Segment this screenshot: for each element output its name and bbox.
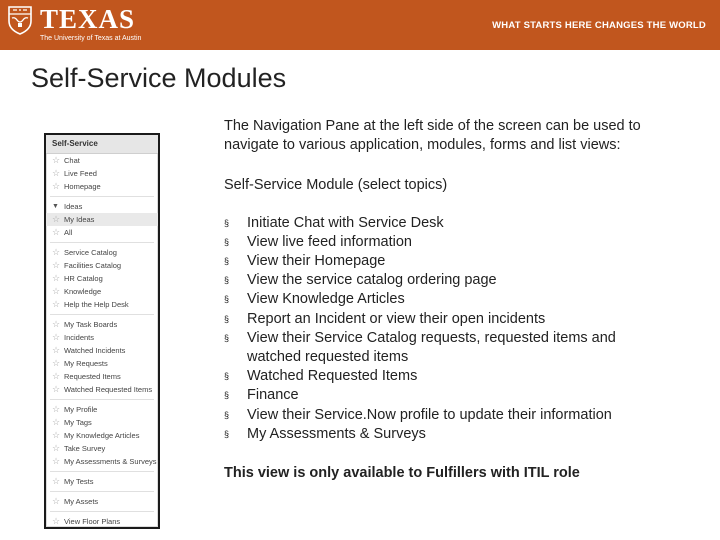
nav-item[interactable]: [46, 357, 158, 370]
bullet-item: [224, 233, 644, 252]
nav-item-label: HR Catalog: [64, 274, 103, 283]
star-icon[interactable]: ☆: [52, 155, 61, 165]
bullet-marker-icon: §: [224, 428, 230, 439]
nav-item[interactable]: [46, 344, 158, 357]
nav-item-label: My Tags: [64, 418, 92, 427]
bullet-item: [224, 271, 644, 290]
nav-divider: [50, 491, 154, 492]
bullet-text: Initiate Chat with Service Desk: [247, 214, 444, 231]
nav-divider: [50, 314, 154, 315]
nav-item-label: My Requests: [64, 359, 108, 368]
nav-divider: [50, 471, 154, 472]
star-icon[interactable]: ☆: [52, 286, 61, 296]
nav-item[interactable]: [46, 200, 158, 213]
star-icon[interactable]: ☆: [52, 516, 61, 526]
logo-text: TEXAS: [40, 4, 136, 34]
nav-item[interactable]: [46, 285, 158, 298]
nav-item-label: My Tests: [64, 477, 94, 486]
star-icon[interactable]: ☆: [52, 358, 61, 368]
nav-heading[interactable]: Self-Service: [46, 135, 158, 154]
nav-item-label: My Task Boards: [64, 320, 118, 329]
nav-item[interactable]: [46, 167, 158, 180]
bullet-marker-icon: §: [224, 390, 230, 401]
nav-item[interactable]: [46, 259, 158, 272]
nav-item-label: My Assessments & Surveys: [64, 457, 157, 466]
bullet-item: [224, 329, 644, 367]
tagline: WHAT STARTS HERE CHANGES THE WORLD: [492, 20, 706, 31]
nav-item-label: Watched Incidents: [64, 346, 126, 355]
nav-item-label: My Knowledge Articles: [64, 431, 140, 440]
nav-item-label: Take Survey: [64, 444, 106, 453]
bullet-text: View the service catalog ordering page: [247, 272, 497, 289]
nav-divider: [50, 196, 154, 197]
nav-item[interactable]: [46, 213, 158, 226]
bullet-item: [224, 290, 644, 309]
nav-item-label: Requested Items: [64, 372, 121, 381]
nav-item-label: My Assets: [64, 497, 99, 506]
nav-item[interactable]: [46, 272, 158, 285]
nav-item[interactable]: [46, 318, 158, 331]
star-icon[interactable]: ☆: [52, 371, 61, 381]
bullet-item: [224, 214, 644, 233]
bullet-list: [224, 214, 644, 444]
bullet-text: Watched Requested Items: [247, 368, 418, 385]
bullet-marker-icon: §: [224, 275, 230, 286]
nav-item[interactable]: [46, 515, 158, 528]
star-icon[interactable]: ☆: [52, 404, 61, 414]
nav-item-label: Homepage: [64, 182, 101, 191]
nav-item[interactable]: [46, 180, 158, 193]
bullet-text: View their Homepage: [247, 253, 386, 269]
bullet-marker-icon: §: [224, 217, 230, 228]
bullet-marker-icon: §: [224, 409, 230, 420]
nav-item[interactable]: [46, 416, 158, 429]
longhorn-seal-icon: [6, 5, 34, 35]
star-icon[interactable]: ☆: [52, 227, 61, 237]
nav-item-label: Facilities Catalog: [64, 261, 122, 270]
intro-text: The Navigation Pane at the left side of the screen can be used to navigate to various application, modules, forms and list views:: [224, 118, 641, 154]
star-icon[interactable]: ☆: [52, 476, 61, 486]
nav-item-label: Incidents: [64, 333, 95, 342]
bullet-text: My Assessments & Surveys: [247, 425, 426, 442]
bullet-item: [224, 367, 644, 386]
nav-item-label: Watched Requested Items: [64, 385, 153, 394]
nav-item-label: Help the Help Desk: [64, 300, 129, 309]
nav-item[interactable]: [46, 429, 158, 442]
logo-subtext: The University of Texas at Austin: [40, 35, 142, 42]
bullet-text: View Knowledge Articles: [247, 291, 405, 308]
bullet-item: [224, 425, 644, 444]
subheading: Self-Service Module (select topics): [224, 176, 448, 193]
triangle-down-icon[interactable]: ▼: [52, 203, 59, 210]
star-icon[interactable]: ☆: [52, 443, 61, 453]
ut-logo[interactable]: [6, 5, 141, 43]
star-icon[interactable]: ☆: [52, 247, 61, 257]
star-icon[interactable]: ☆: [52, 319, 61, 329]
page-title: Self-Service Modules: [31, 63, 287, 93]
star-icon[interactable]: ☆: [52, 299, 61, 309]
star-icon[interactable]: ☆: [52, 214, 61, 224]
star-icon[interactable]: ☆: [52, 430, 61, 440]
header-bar: [0, 0, 720, 50]
nav-item[interactable]: [46, 403, 158, 416]
star-icon[interactable]: ☆: [52, 332, 61, 342]
nav-item[interactable]: [46, 226, 158, 239]
bullet-item: [224, 310, 644, 329]
nav-item-label: View Floor Plans: [64, 517, 121, 526]
nav-item-label: Live Feed: [64, 169, 97, 178]
bullet-marker-icon: §: [224, 371, 230, 382]
bullet-item: [224, 386, 644, 405]
star-icon[interactable]: ☆: [52, 384, 61, 394]
footer-note: This view is only available to Fulfillers with ITIL role: [224, 465, 580, 482]
star-icon[interactable]: ☆: [52, 345, 61, 355]
nav-item-label: All: [64, 228, 73, 237]
star-icon[interactable]: ☆: [52, 496, 61, 506]
nav-item[interactable]: [46, 442, 158, 455]
nav-divider: [50, 242, 154, 243]
nav-divider: [50, 399, 154, 400]
star-icon[interactable]: ☆: [52, 181, 61, 191]
nav-item-label: Service Catalog: [64, 248, 117, 257]
bullet-text: View live feed information: [247, 233, 412, 250]
nav-item-label: Knowledge: [64, 287, 102, 296]
star-icon[interactable]: ☆: [52, 417, 61, 427]
bullet-item: [224, 406, 644, 425]
bullet-marker-icon: §: [224, 256, 230, 266]
bullet-item: [224, 252, 644, 271]
bullet-text: Finance: [247, 387, 299, 404]
nav-item[interactable]: [46, 475, 158, 488]
star-icon[interactable]: ☆: [52, 273, 61, 283]
nav-item[interactable]: [46, 298, 158, 311]
nav-item-label: Ideas: [64, 202, 83, 211]
bullet-marker-icon: §: [224, 313, 230, 324]
nav-list: [46, 154, 158, 528]
content-body: [224, 117, 644, 483]
nav-item[interactable]: [46, 246, 158, 259]
nav-item-label: My Profile: [64, 405, 98, 414]
star-icon[interactable]: ☆: [52, 260, 61, 270]
bullet-marker-icon: §: [224, 332, 230, 343]
nav-item[interactable]: [46, 455, 158, 468]
nav-item[interactable]: [46, 383, 158, 396]
star-icon[interactable]: ☆: [52, 168, 61, 178]
navigation-pane-screenshot: [44, 133, 160, 529]
star-icon[interactable]: ☆: [52, 456, 61, 466]
nav-item[interactable]: [46, 331, 158, 344]
nav-item-label: Chat: [64, 156, 80, 165]
nav-item[interactable]: [46, 154, 158, 167]
bullet-marker-icon: §: [224, 236, 230, 247]
bullet-text: Report an Incident or view their open incidents: [247, 310, 546, 327]
nav-item[interactable]: [46, 495, 158, 508]
bullet-text: View their Service Catalog requests, requested items and watched requested items: [247, 329, 616, 366]
nav-divider: [50, 511, 154, 512]
nav-item[interactable]: [46, 370, 158, 383]
wordmark: [40, 5, 141, 43]
bullet-marker-icon: §: [224, 294, 230, 305]
bullet-text: View their Service.Now profile to update their information: [247, 406, 612, 423]
nav-item-label: My Ideas: [64, 215, 95, 224]
